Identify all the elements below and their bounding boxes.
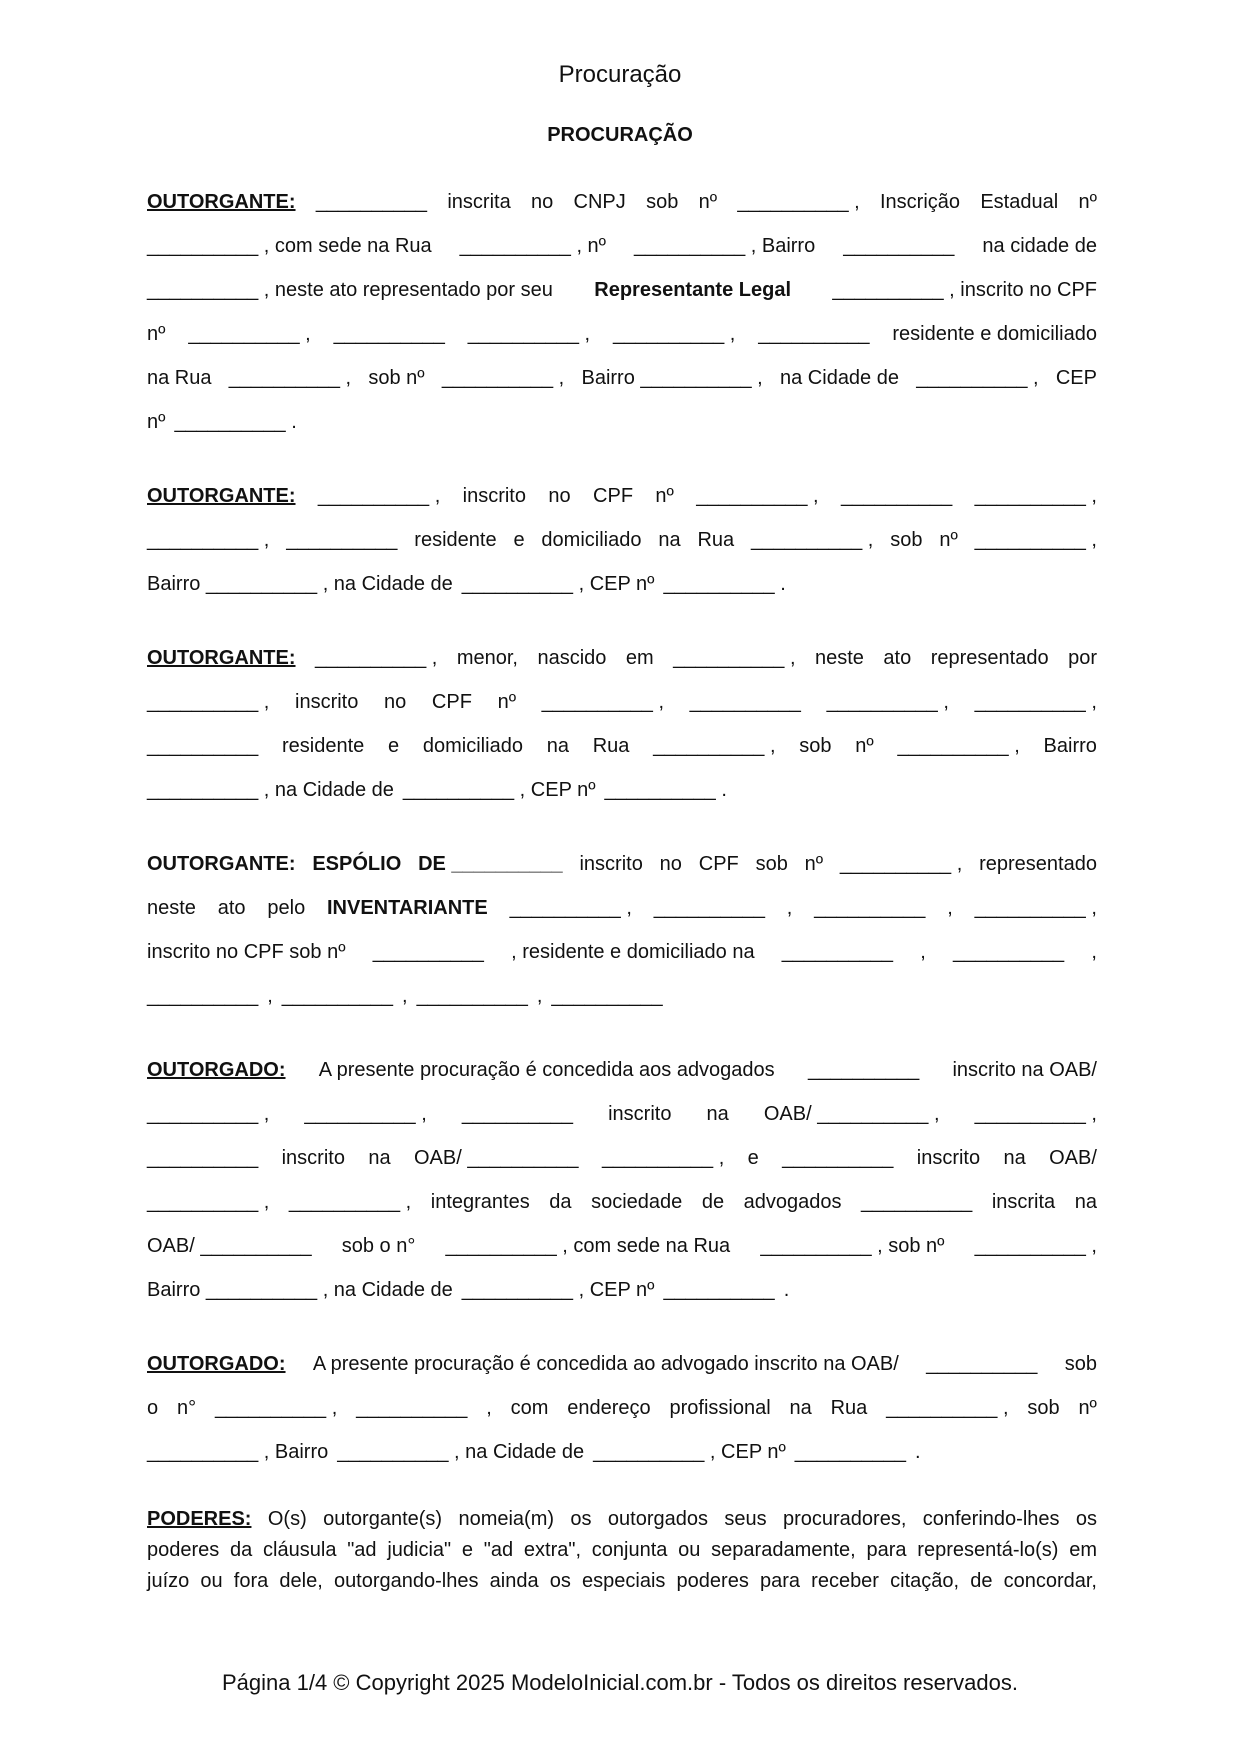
party-label: OUTORGADO:: [147, 1353, 286, 1375]
text-token: __________ , CEP nº: [461, 1279, 655, 1301]
text-line: [147, 974, 1097, 1018]
poderes-line: [147, 1504, 1097, 1535]
text-token: __________: [416, 985, 528, 1007]
paragraph-outorgante-espolio: [147, 842, 1097, 1018]
text-token: nº: [939, 529, 958, 551]
poderes-line: [147, 1566, 1097, 1597]
text-token: __________: [689, 691, 801, 713]
text-token: sob: [799, 735, 832, 757]
text-token: __________ , nº: [459, 235, 606, 257]
text-token: __________ ,: [601, 1147, 725, 1169]
text-token: __________ , inscrito no CPF: [832, 279, 1097, 301]
text-token: no: [548, 485, 571, 507]
text-token: inscrito na OAB/: [952, 1059, 1097, 1081]
text-token: CEP: [1055, 367, 1097, 389]
text-token: Bairro: [1043, 735, 1097, 757]
text-token: e: [388, 735, 400, 757]
text-token: neste: [147, 897, 196, 919]
text-line: [147, 400, 1097, 444]
text-token: pelo: [267, 897, 306, 919]
text-line: [147, 356, 1097, 400]
text-token: sob o n°: [341, 1235, 416, 1257]
text-token: ato: [883, 647, 912, 669]
text-token: __________: [807, 1059, 920, 1081]
text-token: __________ ,: [304, 1103, 427, 1125]
text-line: [147, 474, 1097, 518]
party-label: OUTORGANTE:: [147, 485, 296, 507]
text-token: __________ ,: [147, 691, 270, 713]
text-token: OAB/ __________ ,: [763, 1103, 940, 1125]
text-line: [147, 842, 1097, 886]
party-label: OUTORGANTE:: [147, 647, 296, 669]
text-token: __________ ,: [673, 647, 796, 669]
text-token: __________: [861, 1191, 973, 1213]
text-token: Rua: [697, 529, 735, 551]
text-token: ,: [786, 897, 793, 919]
text-token: menor,: [456, 647, 518, 669]
bold-text: INVENTARIANTE: [327, 897, 488, 919]
text-token: inscrita: [991, 1191, 1056, 1213]
text-token: nº: [804, 853, 824, 875]
text-token: __________: [926, 1353, 1038, 1375]
text-token: nº: [855, 735, 874, 757]
text-token: sob: [1064, 1353, 1097, 1375]
text-token: sob nº: [368, 367, 425, 389]
text-token: __________ ,: [147, 529, 270, 551]
bold-text: OUTORGANTE:: [147, 853, 296, 875]
text-token: __________: [315, 191, 428, 213]
text-token: __________ ,: [315, 647, 438, 669]
text-token: __________ ,: [974, 691, 1097, 713]
text-token: __________ , CEP nº: [461, 573, 655, 595]
text-token: e: [513, 529, 525, 551]
text-token: por: [1068, 647, 1097, 669]
text-token: __________ ,: [228, 367, 352, 389]
text-token: o: [147, 1397, 159, 1419]
text-token: no: [531, 191, 554, 213]
text-token: __________ ,: [916, 367, 1039, 389]
text-token: __________: [147, 985, 259, 1007]
text-token: nº: [1078, 1397, 1097, 1419]
party-label: OUTORGANTE:: [147, 191, 296, 213]
text-token: __________ ,: [737, 191, 860, 213]
text-token: nascido: [537, 647, 607, 669]
text-token: endereço: [567, 1397, 651, 1419]
text-token: __________ .: [174, 411, 297, 433]
text-token: sob: [755, 853, 788, 875]
text-token: profissional: [669, 1397, 771, 1419]
text-token: OAB/ __________: [147, 1235, 312, 1257]
paragraph-gap: [147, 1018, 1097, 1048]
text-token: domiciliado: [422, 735, 523, 757]
text-token: Bairro __________ ,: [581, 367, 763, 389]
text-token: domiciliado: [541, 529, 642, 551]
document-body: [147, 180, 1097, 1597]
paragraph-gap: [147, 1312, 1097, 1342]
text-line: [147, 1386, 1097, 1430]
text-token: Estadual: [980, 191, 1059, 213]
text-token: __________: [758, 323, 870, 345]
text-token: CPF: [698, 853, 739, 875]
text-token: nº: [147, 411, 166, 433]
text-token: __________: [372, 941, 484, 963]
party-label: OUTORGADO:: [147, 1059, 286, 1081]
text-token: __________ .: [663, 573, 786, 595]
text-token: na: [789, 1397, 812, 1419]
text-token: __________ ,: [288, 1191, 412, 1213]
text-token: Inscrição: [880, 191, 961, 213]
text-token: , residente e domiciliado na: [511, 941, 755, 963]
paragraph-outorgado-advogado: [147, 1342, 1097, 1474]
text-line: [147, 1342, 1097, 1386]
text-token: inscrito: [608, 1103, 672, 1125]
text-token: ,: [536, 985, 543, 1007]
text-token: sob: [1027, 1397, 1060, 1419]
text-token: __________ ,: [751, 529, 874, 551]
text-token: nº: [698, 191, 718, 213]
text-token: CPF: [593, 485, 634, 507]
text-token: Rua: [830, 1397, 868, 1419]
text-token: __________ ,: [696, 485, 819, 507]
text-token: __________ ,: [974, 1103, 1097, 1125]
text-token: ,: [920, 941, 926, 963]
bold-text: DE __________: [418, 853, 563, 875]
text-token: inscrito: [579, 853, 643, 875]
text-token: da: [549, 1191, 572, 1213]
text-token: __________ ,: [147, 1191, 270, 1213]
text-token: __________: [814, 897, 926, 919]
text-token: __________: [840, 485, 953, 507]
text-token: .: [915, 1441, 921, 1463]
text-token: __________ ,: [441, 367, 565, 389]
text-token: __________ ,: [541, 691, 665, 713]
text-token: __________ .: [604, 779, 727, 801]
text-token: na: [546, 735, 569, 757]
text-token: __________: [356, 1397, 468, 1419]
poderes-text: poderes da cláusula "ad judicia" e "ad extra", conjunta ou separadamente, para representá-lo(s) em: [147, 1539, 1097, 1561]
text-token: A presente procuração é concedida aos advogados: [318, 1059, 775, 1081]
text-token: __________ , CEP nº: [593, 1441, 786, 1463]
poderes-text: O(s) outorgante(s) nomeia(m) os outorgados seus procuradores, conferindo-lhes os: [267, 1508, 1098, 1530]
page-title: Procuração: [558, 61, 682, 88]
text-token: ,: [267, 985, 273, 1007]
text-line: [147, 312, 1097, 356]
text-token: sociedade: [591, 1191, 683, 1213]
text-token: no: [659, 853, 682, 875]
text-token: __________: [147, 1147, 259, 1169]
text-token: __________ ,: [974, 1235, 1097, 1257]
paragraph-outorgado-advogados: [147, 1048, 1097, 1312]
text-token: inscrito: [462, 485, 526, 507]
text-token: __________ ,: [974, 485, 1097, 507]
text-token: __________ ,: [974, 529, 1097, 551]
text-line: [147, 1268, 1097, 1312]
text-token: __________: [782, 1147, 894, 1169]
text-token: .: [783, 1279, 790, 1301]
text-line: [147, 680, 1097, 724]
text-token: __________: [843, 235, 955, 257]
text-token: na Cidade de: [780, 367, 899, 389]
text-token: __________ ,: [467, 323, 591, 345]
text-token: __________ ,: [509, 897, 632, 919]
bold-text: ESPÓLIO: [312, 853, 402, 875]
text-line: [147, 724, 1097, 768]
text-token: __________ , na Cidade de: [337, 1441, 585, 1463]
text-line: [147, 636, 1097, 680]
text-token: OAB/ __________: [413, 1147, 579, 1169]
text-token: inscrito no CPF sob nº: [147, 941, 346, 963]
text-token: na: [1003, 1147, 1026, 1169]
text-token: em: [625, 647, 654, 669]
text-token: __________ ,: [653, 735, 776, 757]
text-token: CPF: [431, 691, 472, 713]
text-line: [147, 886, 1097, 930]
text-line: [147, 180, 1097, 224]
text-token: Rua: [592, 735, 630, 757]
text-token: __________ , com sede na Rua: [445, 1235, 731, 1257]
text-token: e: [747, 1147, 759, 1169]
text-token: __________: [663, 1279, 775, 1301]
text-token: Bairro __________ , na Cidade de: [147, 1279, 453, 1301]
text-token: __________: [781, 941, 894, 963]
text-token: A presente procuração é concedida ao advogado inscrito na OAB/: [312, 1353, 899, 1375]
text-token: __________ , Bairro: [633, 235, 816, 257]
poderes-text: juízo ou fora dele, outorgando-lhes ainda os especiais poderes para receber citação, de concordar,: [147, 1570, 1097, 1592]
text-token: representado: [930, 647, 1049, 669]
text-token: residente: [414, 529, 497, 551]
text-token: na: [368, 1147, 391, 1169]
text-token: __________ ,: [826, 691, 949, 713]
text-token: sob: [890, 529, 923, 551]
text-token: __________ , Bairro: [147, 1441, 329, 1463]
text-token: __________ ,: [214, 1397, 338, 1419]
text-token: __________ ,: [886, 1397, 1009, 1419]
text-line: [147, 562, 1097, 606]
text-token: __________ , neste ato representado por seu: [147, 279, 553, 301]
text-token: __________ , na Cidade de: [147, 779, 394, 801]
poderes-line: [147, 1535, 1097, 1566]
text-token: com: [510, 1397, 549, 1419]
text-token: __________: [333, 323, 445, 345]
page-footer: Página 1/4 © Copyright 2025 ModeloInicial.com.br - Todos os direitos reservados.: [222, 1670, 1018, 1695]
text-token: inscrito: [295, 691, 359, 713]
text-token: inscrito: [281, 1147, 345, 1169]
text-token: __________ ,: [974, 897, 1097, 919]
text-token: ,: [402, 985, 408, 1007]
text-token: __________: [286, 529, 398, 551]
text-line: [147, 1180, 1097, 1224]
paragraph-poderes: [147, 1504, 1097, 1597]
text-token: __________ ,: [188, 323, 311, 345]
text-token: __________ ,: [897, 735, 1020, 757]
text-line: [147, 1092, 1097, 1136]
paragraph-gap: [147, 444, 1097, 474]
text-token: na Rua: [147, 367, 212, 389]
text-line: [147, 268, 1097, 312]
text-token: residente: [281, 735, 365, 757]
text-token: neste: [815, 647, 864, 669]
text-token: __________: [461, 1103, 574, 1125]
text-line: [147, 768, 1097, 812]
text-token: ato: [217, 897, 246, 919]
text-token: nº: [1078, 191, 1097, 213]
text-token: inscrito: [916, 1147, 981, 1169]
text-token: nº: [147, 323, 166, 345]
text-line: [147, 1048, 1097, 1092]
text-line: [147, 518, 1097, 562]
paragraph-outorgante-pessoa: [147, 474, 1097, 606]
text-token: ,: [1091, 941, 1097, 963]
text-token: __________: [147, 735, 259, 757]
paragraph-outorgante-menor: [147, 636, 1097, 812]
text-token: representado: [979, 853, 1097, 875]
paragraph-gap: [147, 812, 1097, 842]
text-token: na: [658, 529, 681, 551]
bold-text: Representante Legal: [594, 279, 791, 301]
text-token: CNPJ: [573, 191, 626, 213]
text-token: na: [1074, 1191, 1097, 1213]
text-token: nº: [497, 691, 517, 713]
text-token: __________ , sob nº: [760, 1235, 945, 1257]
text-token: inscrita: [447, 191, 511, 213]
text-token: __________ , CEP nº: [402, 779, 596, 801]
text-token: integrantes: [430, 1191, 530, 1213]
text-token: ,: [486, 1397, 492, 1419]
text-token: __________ ,: [147, 1103, 270, 1125]
text-token: __________: [551, 985, 663, 1007]
text-token: no: [384, 691, 407, 713]
text-token: __________: [952, 941, 1065, 963]
text-token: ,: [947, 897, 953, 919]
text-token: __________ , com sede na Rua: [147, 235, 432, 257]
text-token: n°: [176, 1397, 197, 1419]
text-token: na cidade de: [982, 235, 1097, 257]
text-token: __________ ,: [612, 323, 736, 345]
text-token: na: [706, 1103, 729, 1125]
text-line: [147, 1136, 1097, 1180]
text-token: Bairro __________ , na Cidade de: [147, 573, 453, 595]
text-line: [147, 1224, 1097, 1268]
poderes-label: PODERES:: [147, 1508, 252, 1530]
text-token: nº: [655, 485, 674, 507]
text-token: __________: [653, 897, 765, 919]
text-token: sob: [646, 191, 679, 213]
text-token: __________ ,: [317, 485, 441, 507]
text-line: [147, 224, 1097, 268]
paragraph-gap: [147, 606, 1097, 636]
paragraph-outorgante-empresa: [147, 180, 1097, 444]
text-token: __________: [794, 1441, 907, 1463]
text-line: [147, 1430, 1097, 1474]
text-token: residente e domiciliado: [892, 323, 1097, 345]
text-line: [147, 930, 1097, 974]
paragraph-gap: [147, 1474, 1097, 1504]
text-token: __________: [281, 985, 394, 1007]
text-token: advogados: [743, 1191, 842, 1213]
document-heading: PROCURAÇÃO: [547, 124, 693, 146]
text-token: __________ ,: [839, 853, 963, 875]
text-token: de: [701, 1191, 725, 1213]
text-token: OAB/: [1049, 1147, 1097, 1169]
